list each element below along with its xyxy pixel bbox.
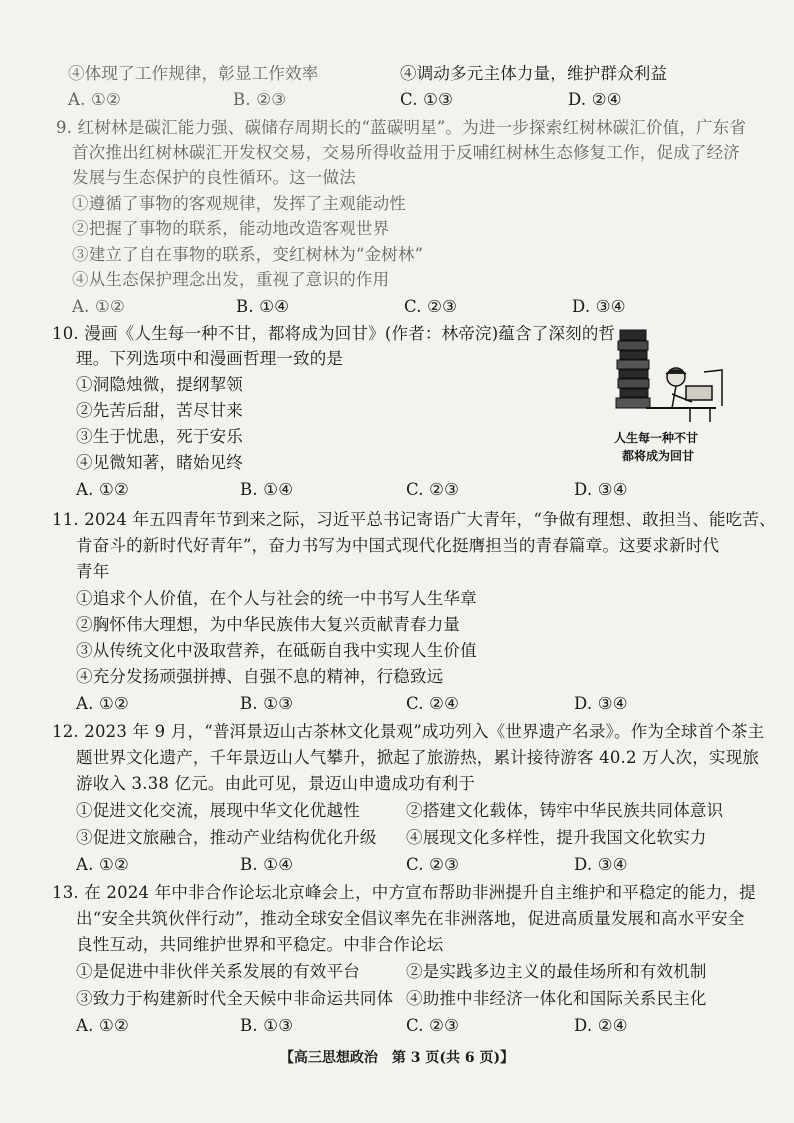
q9-option-4: ④从生态保护理念出发，重视了意识的作用 — [72, 270, 390, 289]
q11-option-1: ①追求个人价值，在个人与社会的统一中书写人生华章 — [76, 589, 477, 608]
cartoon-illustration — [606, 322, 746, 464]
q11-choice-b: B. ①③ — [240, 694, 294, 713]
q11-option-4: ④充分发扬顽强拼搏、自强不息的精神，行稳致远 — [76, 667, 444, 686]
q11-option-3: ③从传统文化中汲取营养，在砥砺自我中实现人生价值 — [76, 641, 477, 660]
q10-stem-line-2: 理。下列选项中和漫画哲理一致的是 — [76, 349, 344, 368]
q9-stem-line-3: 发展与生态保护的良性循环。这一做法 — [72, 168, 356, 187]
q8-option-3: ④体现了工作规律，彰显工作效率 — [68, 64, 319, 83]
q12-choice-c: C. ②③ — [406, 855, 460, 874]
q13-stem-line-1: 13. 在 2024 年中非合作论坛北京峰会上，中方宣布帮助非洲提升自主维护和平稳定的能力，提 — [52, 883, 756, 902]
q12-choice-a: A. ①② — [76, 855, 129, 874]
page-footer: 【高三思想政治 第 3 页(共 6 页)】 — [279, 1050, 515, 1066]
q10-option-2: ②先苦后甜，苦尽甘来 — [76, 401, 243, 420]
q13-option-3: ③致力于构建新时代全天候中非命运共同体 — [76, 989, 394, 1008]
q9-stem-line-2: 首次推出红树林碳汇开发权交易，交易所得收益用于反哺红树林生态修复工作，促成了经济 — [72, 143, 740, 162]
q10-option-1: ①洞隐烛微，提纲挈领 — [76, 375, 243, 394]
q13-stem-line-3: 良性互动，共同维护世界和平稳定。中非合作论坛 — [76, 935, 444, 954]
q12-stem-line-2: 题世界文化遗产，千年景迈山人气攀升，掀起了旅游热，累计接待游客 40.2 万人次，实现旅 — [76, 748, 760, 767]
q9-option-1: ①遵循了事物的客观规律，发挥了主观能动性 — [72, 194, 406, 213]
q13-option-4: ④助推中非经济一体化和国际关系民主化 — [406, 989, 707, 1008]
q11-choice-d: D. ③④ — [574, 694, 628, 713]
q10-choice-b: B. ①④ — [240, 480, 294, 499]
q10-choice-a: A. ①② — [76, 480, 129, 499]
q11-choice-a: A. ①② — [76, 694, 129, 713]
q12-stem-line-1: 12. 2023 年 9 月，“普洱景迈山古茶林文化景观”成功列入《世界遗产名录》。作为全球首个茶主 — [52, 722, 765, 741]
q13-option-2: ②是实践多边主义的最佳场所和有效机制 — [406, 962, 707, 981]
book-stack-icon — [616, 330, 650, 408]
q10-stem-line-1: 10. 漫画《人生每一种不甘，都将成为回甘》(作者：林帝浣)蕴含了深刻的哲 — [52, 324, 616, 343]
q11-stem-line-3: 青年 — [76, 562, 110, 581]
q12-choice-d: D. ③④ — [574, 855, 628, 874]
q8-option-4: ④调动多元主体力量，维护群众利益 — [400, 64, 668, 83]
q9-choice-c: C. ②③ — [404, 297, 458, 316]
q9-option-2: ②把握了事物的联系，能动地改造客观世界 — [72, 219, 390, 238]
q8-choice-c: C. ①③ — [400, 90, 454, 109]
q12-option-3: ③促进文旅融合，推动产业结构优化升级 — [76, 828, 377, 847]
q11-choice-c: C. ②④ — [406, 694, 460, 713]
q10-option-4: ④见微知著，睹始见终 — [76, 453, 243, 472]
q13-choice-d: D. ②④ — [574, 1016, 628, 1035]
q8-choice-d: D. ②④ — [568, 90, 622, 109]
q8-choice-b: B. ②③ — [233, 90, 287, 109]
q9-option-3: ③建立了自在事物的联系，变红树林为“金树林” — [72, 245, 424, 264]
q12-option-1: ①促进文化交流，展现中华文化优越性 — [76, 801, 360, 820]
q13-stem-line-2: 出“安全共筑伙伴行动”，推动全球安全倡议率先在非洲落地，促进高质量发展和高水平安全 — [76, 909, 745, 928]
q9-choice-d: D. ③④ — [572, 297, 626, 316]
q12-option-2: ②搭建文化载体，铸牢中华民族共同体意识 — [406, 801, 724, 820]
q13-choice-b: B. ①③ — [240, 1016, 294, 1035]
q9-choice-a: A. ①② — [72, 297, 125, 316]
q11-stem-line-2: 肯奋斗的新时代好青年”，奋力书写为中国式现代化挺膺担当的青春篇章。这要求新时代 — [76, 536, 720, 555]
q8-choice-a: A. ①② — [68, 90, 121, 109]
q13-choice-a: A. ①② — [76, 1016, 129, 1035]
q13-option-1: ①是促进中非伙伴关系发展的有效平台 — [76, 962, 360, 981]
q10-choice-d: D. ③④ — [574, 480, 628, 499]
student-figure-icon — [646, 368, 722, 422]
q10-option-3: ③生于忧患，死于安乐 — [76, 427, 243, 446]
q12-option-4: ④展现文化多样性，提升我国文化软实力 — [406, 828, 707, 847]
q11-option-2: ②胸怀伟大理想，为中华民族伟大复兴贡献青春力量 — [76, 615, 461, 634]
q12-choice-b: B. ①④ — [240, 855, 294, 874]
cartoon-caption-line-1: 人生每一种不甘 — [614, 431, 699, 445]
q9-choice-b: B. ①④ — [236, 297, 290, 316]
q12-stem-line-3: 游收入 3.38 亿元。由此可见，景迈山申遗成功有利于 — [76, 774, 476, 793]
q9-stem-line-1: 9. 红树林是碳汇能力强、碳储存周期长的“蓝碳明星”。为进一步探索红树林碳汇价值，广东省 — [56, 118, 747, 137]
q11-stem-line-1: 11. 2024 年五四青年节到来之际，习近平总书记寄语广大青年，“争做有理想、敢担当、能吃苦、 — [52, 510, 776, 529]
q13-choice-c: C. ②③ — [406, 1016, 460, 1035]
q10-choice-c: C. ②③ — [406, 480, 460, 499]
cartoon-caption-line-2: 都将成为回甘 — [622, 449, 695, 463]
